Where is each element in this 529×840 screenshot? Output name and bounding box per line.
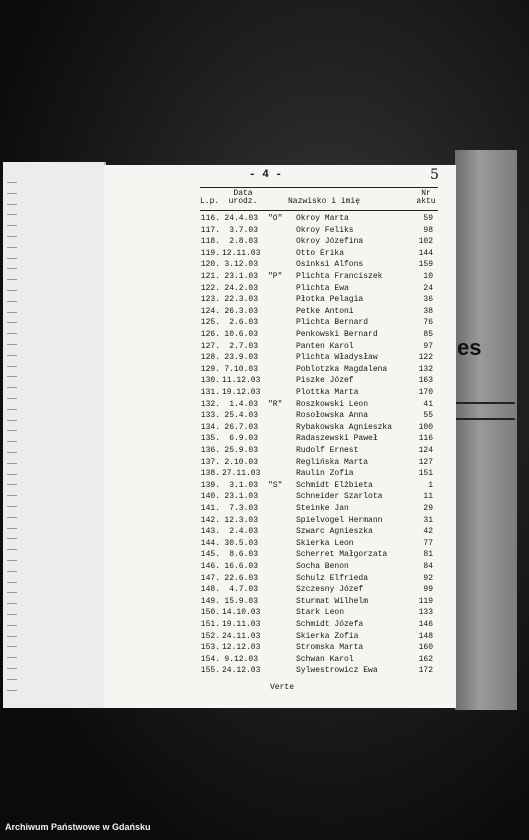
person-name: Rudolf Ernest [296,446,359,455]
act-number: 97 [423,341,433,351]
act-number: 1 [428,480,433,490]
person-name: Steinke Jan [296,504,349,513]
birth-date: 2.8.03 [229,237,258,247]
person-name: Sylwestrowicz Ewa [296,666,378,676]
person-name: Płotka Pelagia [296,295,364,305]
index-card-tick [7,646,17,647]
index-card-tick [7,614,17,615]
birth-date: 3.1.03 [229,480,258,490]
index-card-tick [7,474,17,475]
table-row [200,596,440,607]
row-number: 139. [200,480,220,490]
birth-date: 23.1.03 [224,272,258,281]
act-number: 10 [423,272,433,281]
table-row [200,410,440,421]
birth-date: 11.12.03 [222,376,261,386]
birth-date: 27.11.03 [222,469,261,479]
index-card-tick [7,452,17,453]
index-card-tick [7,322,17,323]
row-number: 126. [200,330,220,339]
act-number: 55 [423,411,433,421]
index-card-tick [7,344,17,345]
birth-date: 24.11.03 [222,631,261,641]
birth-date: 24.2.03 [224,283,258,293]
row-number: 145. [200,550,220,560]
birth-date: 10.6.03 [224,330,258,339]
register-page [104,165,456,708]
birth-date: 7.10.03 [224,364,258,374]
index-card-tick [7,301,17,302]
table-row [200,538,440,549]
person-name: Schwan Karol [296,654,354,664]
letter-marker: "P" [268,272,283,281]
person-name: Raulin Zofia [296,469,354,479]
index-card-tick [7,279,17,280]
table-row [200,225,440,236]
index-card-tick [7,506,17,507]
person-name: Szwarc Agnieszka [296,527,373,537]
row-number: 119. [200,248,220,258]
row-number: 151. [200,620,220,629]
index-card-tick [7,268,17,269]
index-card-tick [7,668,17,669]
row-number: 148. [200,585,220,595]
letter-marker: "S" [268,480,283,490]
person-name: Rosołowska Anna [296,411,369,421]
birth-date: 4.7.03 [229,585,258,595]
row-number: 144. [200,538,220,548]
table-row [200,283,440,294]
index-card-tick [7,193,17,194]
birth-date: 2.4.03 [229,527,258,537]
birth-date: 2.10.03 [224,457,258,467]
birth-date: 24.4.03 [224,214,258,223]
birth-date: 24.12.03 [222,666,261,676]
table-row [200,294,440,305]
index-card-tick [7,625,17,626]
table-row [200,468,440,479]
index-card-tick [7,236,17,237]
person-name: Schmidt Elżbieta [296,480,373,490]
act-number: 160 [418,643,433,653]
table-row [200,271,440,282]
table-row [200,631,440,642]
act-number: 163 [418,376,433,386]
act-number: 159 [418,260,433,270]
birth-date: 3.12.03 [224,260,258,270]
table-row [200,561,440,572]
table-row [200,433,440,444]
birth-date: 14.10.03 [222,608,261,618]
act-number: 36 [423,295,433,305]
person-name: Penkowski Bernard [296,330,378,339]
index-card-tick [7,571,17,572]
header-name: Nazwisko i imię [288,197,361,206]
table-row [200,422,440,433]
act-number: 29 [423,504,433,513]
birth-date: 12.12.03 [222,643,261,653]
index-card-tick [7,398,17,399]
birth-date: 26.7.03 [224,422,258,432]
act-number: 172 [418,666,433,676]
letter-marker: "R" [268,399,283,409]
background-line [455,418,515,420]
person-name: Scherret Małgorzata [296,550,388,560]
person-name: Petke Antoni [296,306,354,316]
act-number: 24 [423,283,433,293]
person-name: Reglińska Marta [296,457,369,467]
index-card-tick [7,517,17,518]
row-number: 138. [200,469,220,479]
background-line [455,402,515,404]
table-row [200,515,440,526]
birth-date: 25.9.03 [224,446,258,455]
index-card-tick [7,204,17,205]
person-name: Skierka Leon [296,538,354,548]
table-row [200,665,440,676]
person-name: Okroy Marta [296,214,349,223]
person-name: Okroy Józefina [296,237,364,247]
act-number: 59 [423,214,433,223]
act-number: 148 [418,631,433,641]
person-name: Stromska Marta [296,643,364,653]
row-number: 129. [200,364,220,374]
index-card-tick [7,387,17,388]
birth-date: 19.12.03 [222,388,261,397]
birth-date: 26.3.03 [224,306,258,316]
row-number: 137. [200,457,220,467]
row-number: 155. [200,666,220,676]
row-number: 135. [200,434,220,444]
index-card-tick [7,441,17,442]
act-number: 76 [423,318,433,328]
background-document-edge [455,150,517,710]
act-number: 132 [418,364,433,374]
row-number: 143. [200,527,220,537]
background-text-fragment: es [457,335,482,360]
table-row [200,526,440,537]
birth-date: 1.4.03 [229,399,258,409]
archive-footer: Archiwum Państwowe w Gdańsku [5,822,151,832]
birth-date: 2.6.03 [229,318,258,328]
act-number: 99 [423,585,433,595]
header-birth-date: Data urodz. [228,189,258,206]
table-row [200,213,440,224]
index-card-tick [7,258,17,259]
table-row [200,352,440,363]
act-number: 170 [418,388,433,397]
row-number: 116. [200,214,220,223]
table-row [200,457,440,468]
index-card-tick [7,592,17,593]
person-name: Szczesny Józef [296,585,364,595]
act-number: 102 [418,237,433,247]
birth-date: 7.3.03 [229,504,258,513]
birth-date: 19.11.03 [222,620,261,629]
person-name: Plottka Marta [296,388,359,397]
person-name: Sturmat Wilhelm [296,596,369,606]
index-card-tick [7,420,17,421]
index-card-tick [7,376,17,377]
row-number: 120. [200,260,220,270]
act-number: 127 [418,457,433,467]
index-card-tick [7,225,17,226]
index-card-tick [7,409,17,410]
row-number: 154. [200,654,220,664]
act-number: 41 [423,399,433,409]
index-card-tick [7,463,17,464]
person-name: Otto Erika [296,248,345,258]
index-card-tick [7,366,17,367]
act-number: 31 [423,515,433,525]
table-row [200,399,440,410]
act-number: 81 [423,550,433,560]
act-number: 122 [418,353,433,363]
header-top-rule [200,187,438,188]
row-number: 131. [200,388,220,397]
person-name: Rybakowska Agnieszka [296,422,393,432]
act-number: 116 [418,434,433,444]
row-number: 117. [200,225,220,235]
table-row [200,387,440,398]
table-row [200,549,440,560]
table-row [200,375,440,386]
header-bottom-rule [200,210,438,211]
row-number: 123. [200,295,220,305]
table-row [200,654,440,665]
index-card-tick [7,538,17,539]
index-card-tick [7,355,17,356]
birth-date: 22.3.03 [224,295,258,305]
index-card-tick [7,679,17,680]
person-name: Piszke Józef [296,376,354,386]
act-number: 119 [418,596,433,606]
index-card-tick [7,603,17,604]
row-number: 150. [200,608,220,618]
act-number: 98 [423,225,433,235]
row-number: 136. [200,446,220,455]
row-number: 153. [200,643,220,653]
table-row [200,317,440,328]
index-card-tick [7,495,17,496]
row-number: 134. [200,422,220,432]
index-card-tick [7,636,17,637]
act-number: 11 [423,492,433,502]
birth-date: 23.9.03 [224,353,258,363]
table-row [200,503,440,514]
person-name: Radaszewski Paweł [296,434,378,444]
birth-date: 2.7.03 [229,341,258,351]
index-card-tick [7,560,17,561]
row-number: 125. [200,318,220,328]
row-number: 128. [200,353,220,363]
person-name: Plichta Bernard [296,318,369,328]
birth-date: 8.6.03 [229,550,258,560]
person-name: Poblotzka Magdalena [296,364,388,374]
person-name: Plichta Władysław [296,353,378,363]
table-row [200,584,440,595]
row-number: 141. [200,504,220,513]
table-row [200,480,440,491]
row-number: 121. [200,272,220,281]
person-name: Spielvogel Hermann [296,515,383,525]
index-card-tick [7,214,17,215]
person-name: Schmidt Józefa [296,620,364,629]
birth-date: 12.3.03 [224,515,258,525]
act-number: 77 [423,538,433,548]
row-number: 130. [200,376,220,386]
table-row [200,573,440,584]
index-card-tick [7,182,17,183]
act-number: 124 [418,446,433,455]
birth-date: 6.9.03 [229,434,258,444]
birth-date: 16.6.03 [224,562,258,571]
person-name: Schulz Elfrieda [296,573,369,583]
birth-date: 3.7.03 [229,225,258,235]
table-row [200,491,440,502]
person-name: Plichta Ewa [296,283,349,293]
row-number: 124. [200,306,220,316]
header-lp: L.p. [200,197,220,206]
table-row [200,248,440,259]
birth-date: 9.12.03 [224,654,258,664]
left-index-card [3,162,106,708]
index-card-tick [7,333,17,334]
index-card-tick [7,582,17,583]
birth-date: 23.1.03 [224,492,258,502]
row-number: 147. [200,573,220,583]
row-number: 122. [200,283,220,293]
act-number: 92 [423,573,433,583]
act-number: 162 [418,654,433,664]
person-name: Skierka Zofia [296,631,359,641]
act-number: 38 [423,306,433,316]
row-number: 149. [200,596,220,606]
person-name: Roszkowski Leon [296,399,369,409]
table-row [200,607,440,618]
index-card-tick [7,484,17,485]
act-number: 84 [423,562,433,571]
index-card-tick [7,290,17,291]
table-row [200,445,440,456]
row-number: 152. [200,631,220,641]
person-name: Socha Benon [296,562,349,571]
table-row [200,236,440,247]
act-number: 85 [423,330,433,339]
person-name: Osinksi Alfons [296,260,364,270]
birth-date: 12.11.03 [222,248,261,258]
row-number: 132. [200,399,220,409]
act-number: 146 [418,620,433,629]
act-number: 133 [418,608,433,618]
index-card-tick [7,528,17,529]
person-name: Panten Karol [296,341,354,351]
folio-mark: 5 [430,167,439,183]
act-number: 100 [418,422,433,432]
person-name: Okroy Feliks [296,225,354,235]
act-number: 151 [418,469,433,479]
table-row [200,306,440,317]
index-card-tick [7,549,17,550]
table-row [200,619,440,630]
birth-date: 30.5.03 [224,538,258,548]
person-name: Schneider Szarlota [296,492,383,502]
row-number: 118. [200,237,220,247]
table-row [200,329,440,340]
birth-date: 22.6.03 [224,573,258,583]
page-number: - 4 - [249,169,283,181]
act-number: 42 [423,527,433,537]
index-card-tick [7,657,17,658]
index-card-tick [7,430,17,431]
act-number: 144 [418,248,433,258]
index-card-tick [7,312,17,313]
row-number: 142. [200,515,220,525]
row-number: 140. [200,492,220,502]
row-number: 146. [200,562,220,571]
table-row [200,642,440,653]
person-name: Stark Leon [296,608,345,618]
table-row [200,259,440,270]
table-row [200,341,440,352]
verte-note: Verte [270,683,295,692]
birth-date: 15.9.03 [224,596,258,606]
birth-date: 25.4.03 [224,411,258,421]
letter-marker: "O" [268,214,283,223]
header-act-number: Nr aktu [416,189,436,206]
row-number: 127. [200,341,220,351]
person-name: Plichta Franciszek [296,272,383,281]
index-card-tick [7,690,17,691]
table-row [200,364,440,375]
row-number: 133. [200,411,220,421]
index-card-tick [7,247,17,248]
